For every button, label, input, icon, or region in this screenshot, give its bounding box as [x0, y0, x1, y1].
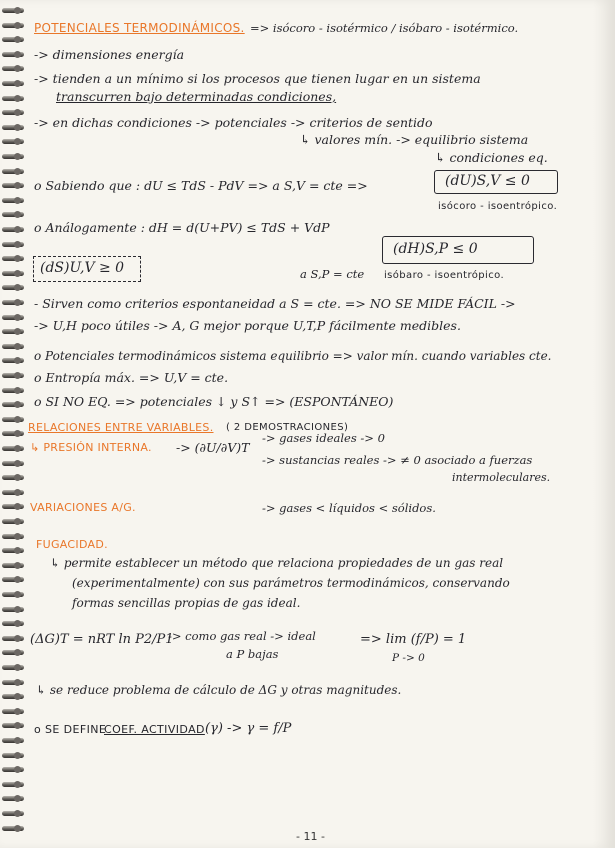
- binding-hole: [14, 357, 21, 364]
- binding-hole: [14, 474, 21, 481]
- note-line: ↳ valores mín. -> equilibrio sistema: [300, 132, 529, 147]
- binding-hole: [14, 591, 21, 598]
- section-variaciones: VARIACIONES A/G.: [30, 501, 136, 514]
- page-title: POTENCIALES TERMODINÁMICOS.: [34, 21, 245, 35]
- section-presion: ↳ PRESIÓN INTERNA.: [30, 441, 152, 454]
- binding-hole: [14, 664, 21, 671]
- box-dH-text: (dH)S,P ≤ 0: [393, 241, 478, 257]
- binding-hole: [14, 138, 21, 145]
- binding-hole: [14, 284, 21, 291]
- section-fugacidad: FUGACIDAD.: [36, 538, 108, 551]
- binding-hole: [14, 328, 21, 335]
- note-line: -> en dichas condiciones -> potenciales -> criterios de sentido: [34, 115, 433, 130]
- presion-r3: intermoleculares.: [452, 471, 551, 484]
- box-dS: [33, 256, 141, 282]
- binding-hole: [14, 810, 21, 817]
- presion-r2: -> sustancias reales -> ≠ 0 asociado a fuerzas: [262, 453, 533, 467]
- binding-hole: [14, 416, 21, 423]
- binding-hole: [14, 649, 21, 656]
- binding-hole: [14, 270, 21, 277]
- box-dH: [382, 236, 534, 264]
- binding-hole: [14, 22, 21, 29]
- binding-hole: [14, 430, 21, 437]
- page-number: - 11 -: [296, 830, 325, 843]
- spiral-binding: [0, 8, 26, 843]
- binding-hole: [14, 576, 21, 583]
- binding-hole: [14, 460, 21, 467]
- binding-hole: [14, 241, 21, 248]
- binding-hole: [14, 197, 21, 204]
- binding-hole: [14, 372, 21, 379]
- note-line: o Entropía máx. => U,V = cte.: [34, 370, 229, 385]
- def-post: (γ) -> γ = f/P: [205, 721, 292, 736]
- binding-hole: [14, 387, 21, 394]
- fugacidad-eq-sub: a P bajas: [226, 647, 279, 661]
- section-relaciones: RELACIONES ENTRE VARIABLES.: [28, 421, 214, 434]
- binding-hole: [14, 781, 21, 788]
- presion-r1: -> gases ideales -> 0: [262, 431, 385, 445]
- binding-hole: [14, 533, 21, 540]
- note-line: ↳ condiciones eq.: [435, 150, 548, 165]
- fugacidad-eq-mid: -> como gas real -> ideal: [168, 629, 316, 643]
- binding-hole: [14, 211, 21, 218]
- binding-hole: [14, 562, 21, 569]
- binding-hole: [14, 489, 21, 496]
- def-pre: o SE DEFINE: [34, 723, 107, 736]
- def-coef: COEF. ACTIVIDAD: [104, 723, 205, 736]
- binding-hole: [14, 693, 21, 700]
- binding-hole: [14, 766, 21, 773]
- binding-hole: [14, 168, 21, 175]
- binding-hole: [14, 708, 21, 715]
- binding-hole: [14, 36, 21, 43]
- box-dU: [434, 170, 558, 194]
- box-dU-text: (dU)S,V ≤ 0: [445, 173, 530, 189]
- binding-hole: [14, 51, 21, 58]
- fugacidad-l3: formas sencillas propias de gas ideal.: [72, 596, 301, 610]
- binding-hole: [14, 65, 21, 72]
- binding-hole: [14, 109, 21, 116]
- binding-hole: [14, 255, 21, 262]
- binding-hole: [14, 722, 21, 729]
- title-rest: => isócoro - isotérmico / isóbaro - isotérmico.: [250, 21, 519, 35]
- box-dS-text: (dS)U,V ≥ 0: [40, 260, 125, 276]
- binding-hole: [14, 445, 21, 452]
- binding-hole: [14, 80, 21, 87]
- note-line: isócoro - isoentrópico.: [438, 201, 558, 212]
- binding-hole: [14, 503, 21, 510]
- binding-hole: [14, 795, 21, 802]
- variaciones-text: -> gases < líquidos < sólidos.: [262, 501, 436, 515]
- binding-hole: [14, 737, 21, 744]
- binding-hole: [14, 635, 21, 642]
- fugacidad-l1: ↳ permite establecer un método que relaciona propiedades de un gas real: [50, 556, 504, 570]
- binding-hole: [14, 547, 21, 554]
- binding-hole: [14, 153, 21, 160]
- note-line: isóbaro - isoentrópico.: [384, 270, 505, 281]
- binding-hole: [14, 314, 21, 321]
- binding-hole: [14, 401, 21, 408]
- binding-hole: [14, 95, 21, 102]
- binding-hole: [14, 124, 21, 131]
- note-line: a S,P = cte: [300, 267, 365, 281]
- note-line: o SI NO EQ. => potenciales ↓ y S↑ => (ESPONTÁNEO): [34, 394, 394, 409]
- binding-hole: [14, 606, 21, 613]
- note-line: o Análogamente : dH = d(U+PV) ≤ TdS + VdP: [34, 220, 330, 235]
- fugacidad-eq-lim: => lim (f/P) = 1: [360, 632, 467, 647]
- fugacidad-eq: (ΔG)T = nRT ln P2/P1: [30, 632, 174, 647]
- note-line: -> tienden a un mínimo si los procesos que tienen lugar en un sistema: [34, 71, 481, 86]
- fugacidad-l2: (experimentalmente) con sus parámetros termodinámicos, conservando: [72, 576, 510, 590]
- binding-hole: [14, 752, 21, 759]
- note-line: - Sirven como criterios espontaneidad a S = cte. => NO SE MIDE FÁCIL ->: [34, 296, 516, 311]
- binding-hole: [14, 343, 21, 350]
- note-line: transcurren bajo determinadas condiciones,: [56, 89, 337, 104]
- binding-hole: [14, 620, 21, 627]
- note-line: o Sabiendo que : dU ≤ TdS - PdV => a S,V = cte =>: [34, 178, 368, 193]
- note-line: -> dimensiones energía: [34, 47, 185, 62]
- fugacidad-l4: ↳ se reduce problema de cálculo de ΔG y otras magnitudes.: [36, 683, 402, 697]
- presion-formula: -> (∂U/∂V)T: [176, 440, 250, 455]
- fugacidad-eq-lim-sub: P -> 0: [392, 652, 425, 664]
- relaciones-note: ( 2 DEMOSTRACIONES): [226, 422, 349, 433]
- binding-hole: [14, 7, 21, 14]
- binding-hole: [14, 825, 21, 832]
- note-line: -> U,H poco útiles -> A, G mejor porque U,T,P fácilmente medibles.: [34, 318, 461, 333]
- binding-hole: [14, 679, 21, 686]
- binding-hole: [14, 299, 21, 306]
- binding-hole: [14, 182, 21, 189]
- binding-hole: [14, 518, 21, 525]
- note-line: o Potenciales termodinámicos sistema equilibrio => valor mín. cuando variables cte.: [34, 349, 552, 363]
- binding-hole: [14, 226, 21, 233]
